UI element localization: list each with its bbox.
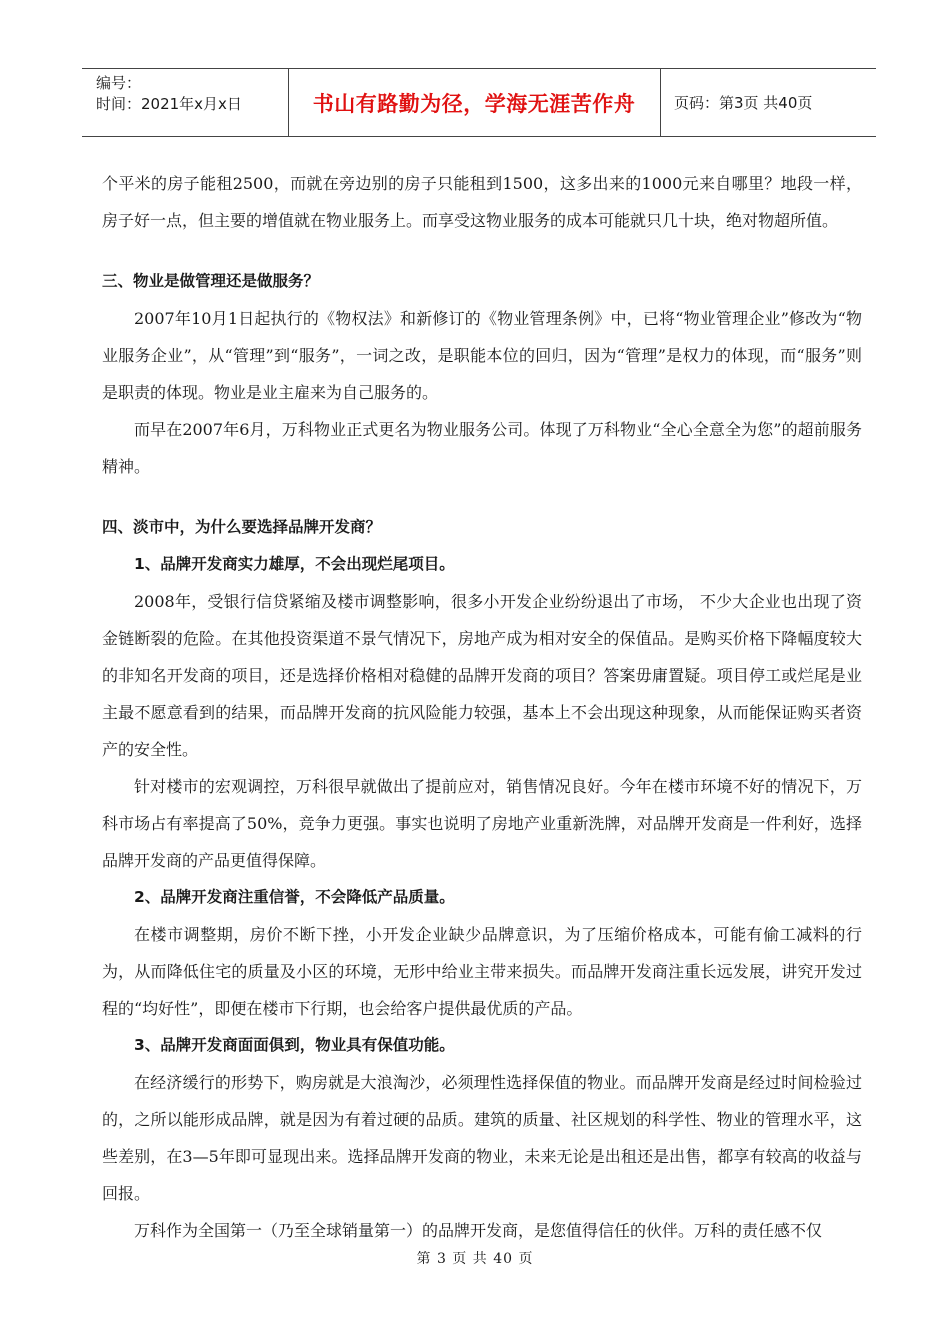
section-4-heading: 四、淡市中，为什么要选择品牌开发商？ — [102, 518, 382, 536]
document-body — [102, 165, 862, 1249]
subsection-3-heading: 3、品牌开发商面面俱到，物业具有保值功能。 — [134, 1036, 455, 1054]
time-label: 时间：2021年x月x日 — [96, 95, 242, 113]
subsection-2-heading: 2、品牌开发商注重信誉，不会降低产品质量。 — [134, 888, 455, 906]
subsection-1-paragraph-2: 针对楼市的宏观调控，万科很早就做出了提前应对，销售情况良好。今年在楼市环境不好的情况下，万科市场占有率提高了50%，竞争力更强。事实也说明了房地产业重新洗牌，对品牌开发商是一件利好，选择品牌开发商的产品更值得保障。 — [102, 777, 862, 870]
section-3-paragraph-1: 2007年10月1日起执行的《物权法》和新修订的《物业管理条例》中，已将“物业管理企业”修改为“物业服务企业”，从“管理”到“服务”，一词之改，是职能本位的回归，因为“管理”是权力的体现，而“服务”则是职责的体现。物业是业主雇来为自己服务的。 — [102, 309, 862, 402]
header-divider-right — [660, 69, 661, 136]
subsection-3-paragraph-2: 万科作为全国第一（乃至全球销量第一）的品牌开发商，是您值得信任的伙伴。万科的责任感不仅 — [134, 1221, 823, 1240]
continuation-paragraph: 个平米的房子能租2500，而就在旁边别的房子只能租到1500，这多出来的1000元来自哪里？地段一样，房子好一点，但主要的增值就在物业服务上。而享受这物业服务的成本可能就只几十块，绝对物超所值。 — [102, 174, 862, 230]
page-header — [82, 68, 876, 137]
page-footer: 第 3 页 共 40 页 — [416, 1251, 534, 1267]
subsection-2-paragraph-1: 在楼市调整期，房价不断下挫，小开发企业缺少品牌意识，为了压缩价格成本，可能有偷工减料的行为，从而降低住宅的质量及小区的环境，无形中给业主带来损失。而品牌开发商注重长远发展，讲究开发过程的“均好性”，即便在楼市下行期，也会给客户提供最优质的产品。 — [102, 925, 862, 1018]
header-page-info: 页码：第3页 共40页 — [674, 94, 813, 112]
serial-number-label: 编号： — [96, 74, 142, 92]
header-meta — [96, 73, 242, 115]
section-3-heading: 三、物业是做管理还是做服务？ — [102, 272, 320, 290]
subsection-3-paragraph-1: 在经济缓行的形势下，购房就是大浪淘沙，必须理性选择保值的物业。而品牌开发商是经过时间检验过的，之所以能形成品牌，就是因为有着过硬的品质。建筑的质量、社区规划的科学性、物业的管理水平，这些差别，在3—5年即可显现出来。选择品牌开发商的物业，未来无论是出租还是出售，都享有较高的收益与回报。 — [102, 1073, 862, 1203]
subsection-1-paragraph-1: 2008年，受银行信贷紧缩及楼市调整影响，很多小开发企业纷纷退出了市场， 不少大企业也出现了资金链断裂的危险。在其他投资渠道不景气情况下，房地产成为相对安全的保值品。是购买价格下降幅度较大的非知名开发商的项目，还是选择价格相对稳健的品牌开发商的项目？答案毋庸置疑。项目停工或烂尾是业主最不愿意看到的结果，而品牌开发商的抗风险能力较强，基本上不会出现这种现象，从而能保证购买者资产的安全性。 — [102, 592, 862, 759]
header-motto: 书山有路勤为径，学海无涯苦作舟 — [312, 91, 636, 116]
section-3-paragraph-2: 而早在2007年6月，万科物业正式更名为物业服务公司。体现了万科物业“全心全意全为您”的超前服务精神。 — [102, 420, 862, 476]
subsection-1-heading: 1、品牌开发商实力雄厚，不会出现烂尾项目。 — [134, 555, 455, 573]
